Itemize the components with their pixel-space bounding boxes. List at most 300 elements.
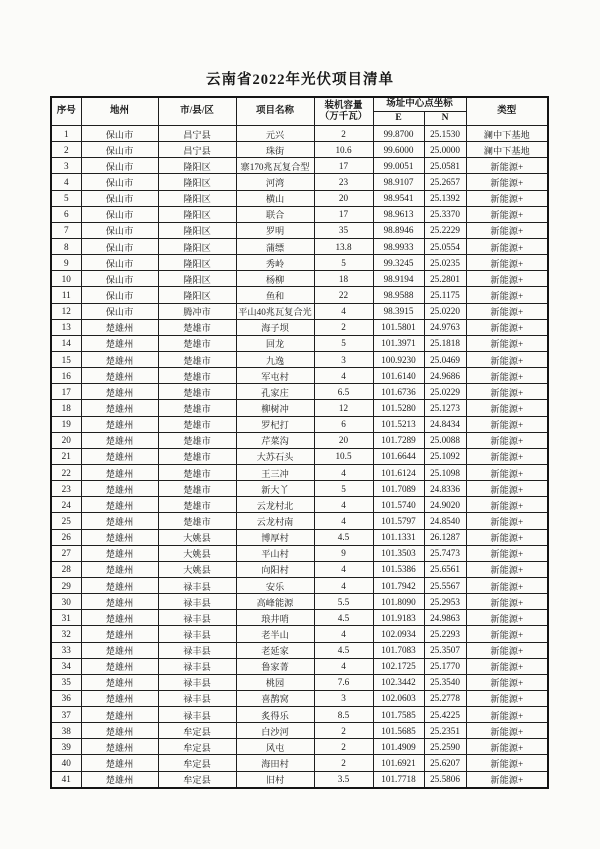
cell-type: 新能源+ [466, 739, 548, 755]
cell-prefecture: 保山市 [81, 255, 158, 271]
cell-capacity: 35 [314, 222, 373, 238]
cell-type: 澜中下基地 [466, 142, 548, 158]
table-row [51, 674, 548, 690]
table-row [51, 400, 548, 416]
cell-coord-n: 24.8336 [424, 481, 466, 497]
cell-capacity: 5.5 [314, 594, 373, 610]
cell-project: 寨170兆瓦复合型 [236, 158, 314, 174]
cell-capacity: 4 [314, 368, 373, 384]
cell-coord-e: 98.8946 [373, 222, 424, 238]
cell-capacity: 4.5 [314, 642, 373, 658]
cell-type: 新能源+ [466, 174, 548, 190]
table-row [51, 448, 548, 464]
cell-county: 禄丰县 [158, 610, 236, 626]
cell-index: 32 [51, 626, 81, 642]
cell-capacity: 10.6 [314, 142, 373, 158]
cell-prefecture: 保山市 [81, 206, 158, 222]
cell-index: 22 [51, 464, 81, 480]
table-row [51, 303, 548, 319]
cell-county: 楚雄市 [158, 319, 236, 335]
table-body [51, 126, 548, 788]
cell-coord-n: 25.1175 [424, 287, 466, 303]
cell-type: 新能源+ [466, 577, 548, 593]
col-header-county: 市/县/区 [158, 97, 236, 126]
cell-prefecture: 楚雄州 [81, 400, 158, 416]
cell-index: 6 [51, 206, 81, 222]
cell-index: 39 [51, 739, 81, 755]
cell-project: 喜鹊窝 [236, 690, 314, 706]
cell-project: 王三冲 [236, 464, 314, 480]
cell-coord-n: 25.1092 [424, 448, 466, 464]
cell-county: 楚雄市 [158, 400, 236, 416]
cell-county: 禄丰县 [158, 594, 236, 610]
cell-county: 禄丰县 [158, 674, 236, 690]
cell-prefecture: 楚雄州 [81, 594, 158, 610]
cell-capacity: 5 [314, 335, 373, 351]
cell-index: 25 [51, 513, 81, 529]
cell-type: 新能源+ [466, 723, 548, 739]
cell-capacity: 4 [314, 513, 373, 529]
cell-capacity: 3 [314, 690, 373, 706]
cell-prefecture: 楚雄州 [81, 690, 158, 706]
cell-project: 鱼和 [236, 287, 314, 303]
cell-project: 秀岭 [236, 255, 314, 271]
table-row [51, 351, 548, 367]
cell-county: 禄丰县 [158, 577, 236, 593]
table-row [51, 723, 548, 739]
cell-project: 云龙村北 [236, 497, 314, 513]
cell-capacity: 2 [314, 126, 373, 142]
table-row [51, 206, 548, 222]
table-row [51, 594, 548, 610]
table-row [51, 610, 548, 626]
cell-type: 新能源+ [466, 303, 548, 319]
cell-capacity: 4 [314, 303, 373, 319]
cell-type: 新能源+ [466, 319, 548, 335]
cell-project: 琅井哨 [236, 610, 314, 626]
cell-prefecture: 楚雄州 [81, 674, 158, 690]
cell-coord-e: 101.6124 [373, 464, 424, 480]
cell-prefecture: 楚雄州 [81, 529, 158, 545]
cell-coord-e: 98.9613 [373, 206, 424, 222]
table-row [51, 481, 548, 497]
cell-type: 新能源+ [466, 690, 548, 706]
cell-project: 芹菜沟 [236, 432, 314, 448]
cell-capacity: 7.6 [314, 674, 373, 690]
table-row [51, 464, 548, 480]
cell-capacity: 9 [314, 545, 373, 561]
cell-type: 新能源+ [466, 658, 548, 674]
cell-coord-e: 98.9588 [373, 287, 424, 303]
cell-capacity: 4.5 [314, 610, 373, 626]
cell-prefecture: 保山市 [81, 222, 158, 238]
cell-county: 隆阳区 [158, 158, 236, 174]
cell-coord-e: 98.9194 [373, 271, 424, 287]
cell-county: 楚雄市 [158, 481, 236, 497]
cell-type: 新能源+ [466, 400, 548, 416]
cell-index: 10 [51, 271, 81, 287]
cell-project: 蒲缥 [236, 238, 314, 254]
cell-project: 平山村 [236, 545, 314, 561]
cell-coord-n: 25.3540 [424, 674, 466, 690]
cell-county: 大姚县 [158, 561, 236, 577]
cell-coord-e: 100.9230 [373, 351, 424, 367]
col-header-coord-n: N [424, 112, 466, 126]
cell-coord-e: 101.4909 [373, 739, 424, 755]
cell-index: 12 [51, 303, 81, 319]
cell-prefecture: 楚雄州 [81, 577, 158, 593]
cell-coord-n: 24.9020 [424, 497, 466, 513]
page-title: 云南省2022年光伏项目清单 [206, 72, 394, 88]
cell-project: 老延家 [236, 642, 314, 658]
cell-prefecture: 保山市 [81, 287, 158, 303]
cell-coord-e: 101.5386 [373, 561, 424, 577]
cell-coord-e: 99.6000 [373, 142, 424, 158]
cell-coord-e: 101.7289 [373, 432, 424, 448]
cell-prefecture: 楚雄州 [81, 368, 158, 384]
cell-coord-e: 101.7089 [373, 481, 424, 497]
cell-coord-e: 98.3915 [373, 303, 424, 319]
cell-prefecture: 楚雄州 [81, 319, 158, 335]
cell-coord-n: 25.0000 [424, 142, 466, 158]
cell-index: 23 [51, 481, 81, 497]
cell-county: 隆阳区 [158, 287, 236, 303]
cell-coord-e: 101.7942 [373, 577, 424, 593]
cell-capacity: 4 [314, 577, 373, 593]
cell-prefecture: 楚雄州 [81, 335, 158, 351]
col-header-type: 类型 [466, 97, 548, 126]
cell-type: 新能源+ [466, 610, 548, 626]
cell-project: 风屯 [236, 739, 314, 755]
cell-index: 41 [51, 771, 81, 788]
cell-project: 炙得乐 [236, 707, 314, 723]
cell-capacity: 6.5 [314, 384, 373, 400]
cell-coord-n: 24.9686 [424, 368, 466, 384]
cell-project: 鲁家菁 [236, 658, 314, 674]
cell-index: 34 [51, 658, 81, 674]
table-row [51, 432, 548, 448]
cell-coord-e: 101.7585 [373, 707, 424, 723]
cell-county: 大姚县 [158, 545, 236, 561]
cell-county: 楚雄市 [158, 464, 236, 480]
cell-county: 楚雄市 [158, 432, 236, 448]
cell-project: 博厚村 [236, 529, 314, 545]
cell-type: 新能源+ [466, 545, 548, 561]
cell-project: 海田村 [236, 755, 314, 771]
cell-index: 19 [51, 416, 81, 432]
cell-coord-e: 102.0603 [373, 690, 424, 706]
cell-prefecture: 保山市 [81, 174, 158, 190]
cell-prefecture: 楚雄州 [81, 707, 158, 723]
cell-county: 禄丰县 [158, 626, 236, 642]
col-header-coord-e: E [373, 112, 424, 126]
table-row [51, 626, 548, 642]
cell-coord-n: 25.2229 [424, 222, 466, 238]
cell-county: 禄丰县 [158, 707, 236, 723]
cell-project: 桃园 [236, 674, 314, 690]
cell-type: 新能源+ [466, 271, 548, 287]
cell-project: 元兴 [236, 126, 314, 142]
cell-prefecture: 保山市 [81, 238, 158, 254]
cell-coord-e: 101.6140 [373, 368, 424, 384]
cell-coord-n: 26.1287 [424, 529, 466, 545]
cell-coord-n: 25.2590 [424, 739, 466, 755]
cell-index: 24 [51, 497, 81, 513]
cell-prefecture: 楚雄州 [81, 416, 158, 432]
cell-capacity: 20 [314, 190, 373, 206]
cell-type: 新能源+ [466, 206, 548, 222]
cell-prefecture: 楚雄州 [81, 771, 158, 788]
cell-type: 新能源+ [466, 642, 548, 658]
cell-type: 新能源+ [466, 626, 548, 642]
cell-index: 4 [51, 174, 81, 190]
cell-project: 高峰能源 [236, 594, 314, 610]
cell-index: 35 [51, 674, 81, 690]
cell-coord-e: 101.5213 [373, 416, 424, 432]
table-row [51, 513, 548, 529]
cell-prefecture: 楚雄州 [81, 351, 158, 367]
table-row [51, 368, 548, 384]
table-header [51, 97, 548, 126]
cell-county: 隆阳区 [158, 190, 236, 206]
cell-type: 新能源+ [466, 561, 548, 577]
cell-type: 新能源+ [466, 529, 548, 545]
table-row [51, 384, 548, 400]
cell-index: 21 [51, 448, 81, 464]
cell-prefecture: 楚雄州 [81, 739, 158, 755]
cell-coord-e: 99.3245 [373, 255, 424, 271]
cell-county: 牟定县 [158, 755, 236, 771]
col-header-project: 项目名称 [236, 97, 314, 126]
cell-capacity: 18 [314, 271, 373, 287]
cell-coord-n: 25.7473 [424, 545, 466, 561]
cell-coord-n: 25.2801 [424, 271, 466, 287]
cell-capacity: 4 [314, 497, 373, 513]
cell-coord-e: 101.6644 [373, 448, 424, 464]
cell-coord-n: 25.0581 [424, 158, 466, 174]
cell-coord-n: 25.4225 [424, 707, 466, 723]
cell-coord-e: 98.9107 [373, 174, 424, 190]
cell-prefecture: 保山市 [81, 126, 158, 142]
cell-capacity: 23 [314, 174, 373, 190]
cell-capacity: 17 [314, 206, 373, 222]
capacity-header-line1: 装机容量 [324, 101, 363, 112]
cell-county: 禄丰县 [158, 658, 236, 674]
cell-prefecture: 保山市 [81, 271, 158, 287]
cell-coord-n: 25.0469 [424, 351, 466, 367]
table-row [51, 287, 548, 303]
cell-type: 新能源+ [466, 384, 548, 400]
cell-project: 横山 [236, 190, 314, 206]
cell-capacity: 2 [314, 739, 373, 755]
cell-coord-e: 102.1725 [373, 658, 424, 674]
cell-coord-e: 101.3503 [373, 545, 424, 561]
cell-index: 28 [51, 561, 81, 577]
cell-capacity: 17 [314, 158, 373, 174]
cell-county: 隆阳区 [158, 255, 236, 271]
cell-county: 腾冲市 [158, 303, 236, 319]
table-row [51, 529, 548, 545]
cell-project: 柳树冲 [236, 400, 314, 416]
table-row [51, 142, 548, 158]
cell-county: 隆阳区 [158, 206, 236, 222]
cell-project: 九逸 [236, 351, 314, 367]
cell-coord-e: 101.3971 [373, 335, 424, 351]
cell-prefecture: 楚雄州 [81, 513, 158, 529]
cell-index: 1 [51, 126, 81, 142]
cell-project: 平山40兆瓦复合光 [236, 303, 314, 319]
header-row-top [51, 97, 548, 112]
cell-type: 新能源+ [466, 351, 548, 367]
cell-county: 牟定县 [158, 723, 236, 739]
cell-coord-n: 25.0554 [424, 238, 466, 254]
cell-coord-n: 25.0088 [424, 432, 466, 448]
cell-project: 旧村 [236, 771, 314, 788]
cell-type: 新能源+ [466, 190, 548, 206]
cell-project: 安乐 [236, 577, 314, 593]
cell-coord-e: 99.8700 [373, 126, 424, 142]
cell-project: 河湾 [236, 174, 314, 190]
cell-coord-n: 24.9863 [424, 610, 466, 626]
table-row [51, 545, 548, 561]
cell-index: 2 [51, 142, 81, 158]
cell-coord-n: 25.0220 [424, 303, 466, 319]
table-row [51, 319, 548, 335]
table-row [51, 174, 548, 190]
cell-coord-e: 101.5740 [373, 497, 424, 513]
cell-coord-n: 24.8434 [424, 416, 466, 432]
cell-capacity: 8.5 [314, 707, 373, 723]
cell-type: 新能源+ [466, 335, 548, 351]
cell-prefecture: 楚雄州 [81, 626, 158, 642]
table-row [51, 255, 548, 271]
cell-capacity: 4 [314, 561, 373, 577]
cell-coord-n: 25.1530 [424, 126, 466, 142]
cell-type: 新能源+ [466, 594, 548, 610]
cell-project: 杨柳 [236, 271, 314, 287]
cell-project: 孔家庄 [236, 384, 314, 400]
cell-coord-e: 101.5685 [373, 723, 424, 739]
cell-index: 9 [51, 255, 81, 271]
cell-coord-e: 98.9541 [373, 190, 424, 206]
cell-type: 新能源+ [466, 287, 548, 303]
cell-index: 13 [51, 319, 81, 335]
cell-type: 新能源+ [466, 771, 548, 788]
cell-index: 27 [51, 545, 81, 561]
cell-index: 20 [51, 432, 81, 448]
cell-coord-n: 25.0229 [424, 384, 466, 400]
cell-project: 军屯村 [236, 368, 314, 384]
cell-type: 新能源+ [466, 158, 548, 174]
cell-county: 隆阳区 [158, 271, 236, 287]
cell-prefecture: 保山市 [81, 142, 158, 158]
cell-prefecture: 楚雄州 [81, 481, 158, 497]
cell-type: 新能源+ [466, 448, 548, 464]
cell-index: 14 [51, 335, 81, 351]
cell-county: 昌宁县 [158, 142, 236, 158]
cell-county: 楚雄市 [158, 448, 236, 464]
cell-index: 7 [51, 222, 81, 238]
cell-coord-e: 101.5801 [373, 319, 424, 335]
cell-index: 30 [51, 594, 81, 610]
table-row [51, 416, 548, 432]
cell-capacity: 5 [314, 481, 373, 497]
cell-index: 8 [51, 238, 81, 254]
cell-prefecture: 楚雄州 [81, 723, 158, 739]
cell-capacity: 4 [314, 626, 373, 642]
cell-county: 隆阳区 [158, 174, 236, 190]
col-header-index: 序号 [51, 97, 81, 126]
cell-project: 云龙村南 [236, 513, 314, 529]
cell-type: 新能源+ [466, 674, 548, 690]
cell-county: 楚雄市 [158, 497, 236, 513]
cell-index: 17 [51, 384, 81, 400]
cell-county: 楚雄市 [158, 335, 236, 351]
cell-project: 老半山 [236, 626, 314, 642]
table-row [51, 222, 548, 238]
cell-coord-e: 101.5797 [373, 513, 424, 529]
cell-prefecture: 楚雄州 [81, 610, 158, 626]
cell-prefecture: 楚雄州 [81, 545, 158, 561]
col-header-prefecture: 地州 [81, 97, 158, 126]
col-header-coordinates: 场址中心点坐标 [373, 97, 466, 112]
cell-capacity: 2 [314, 723, 373, 739]
cell-index: 26 [51, 529, 81, 545]
cell-county: 楚雄市 [158, 384, 236, 400]
cell-index: 36 [51, 690, 81, 706]
cell-prefecture: 楚雄州 [81, 384, 158, 400]
cell-prefecture: 保山市 [81, 158, 158, 174]
cell-coord-n: 25.3370 [424, 206, 466, 222]
cell-coord-n: 25.1770 [424, 658, 466, 674]
cell-index: 16 [51, 368, 81, 384]
cell-capacity: 2 [314, 319, 373, 335]
cell-index: 38 [51, 723, 81, 739]
cell-capacity: 20 [314, 432, 373, 448]
cell-county: 禄丰县 [158, 690, 236, 706]
cell-capacity: 4 [314, 658, 373, 674]
capacity-header-line2: （万千瓦） [319, 111, 368, 122]
cell-capacity: 6 [314, 416, 373, 432]
cell-coord-n: 25.0235 [424, 255, 466, 271]
cell-coord-e: 102.0934 [373, 626, 424, 642]
cell-type: 新能源+ [466, 481, 548, 497]
table-row [51, 190, 548, 206]
cell-coord-n: 24.8540 [424, 513, 466, 529]
cell-index: 29 [51, 577, 81, 593]
cell-coord-n: 25.6207 [424, 755, 466, 771]
cell-capacity: 3.5 [314, 771, 373, 788]
cell-type: 新能源+ [466, 255, 548, 271]
cell-coord-n: 25.1273 [424, 400, 466, 416]
cell-index: 37 [51, 707, 81, 723]
cell-prefecture: 保山市 [81, 303, 158, 319]
cell-project: 联合 [236, 206, 314, 222]
cell-county: 楚雄市 [158, 351, 236, 367]
cell-index: 33 [51, 642, 81, 658]
table-row [51, 707, 548, 723]
cell-capacity: 2 [314, 755, 373, 771]
pv-project-table [50, 96, 549, 789]
table-row [51, 497, 548, 513]
table-row [51, 739, 548, 755]
cell-coord-n: 25.1818 [424, 335, 466, 351]
cell-prefecture: 楚雄州 [81, 464, 158, 480]
cell-coord-n: 25.6561 [424, 561, 466, 577]
cell-type: 新能源+ [466, 222, 548, 238]
table-row [51, 577, 548, 593]
cell-project: 罗杞打 [236, 416, 314, 432]
